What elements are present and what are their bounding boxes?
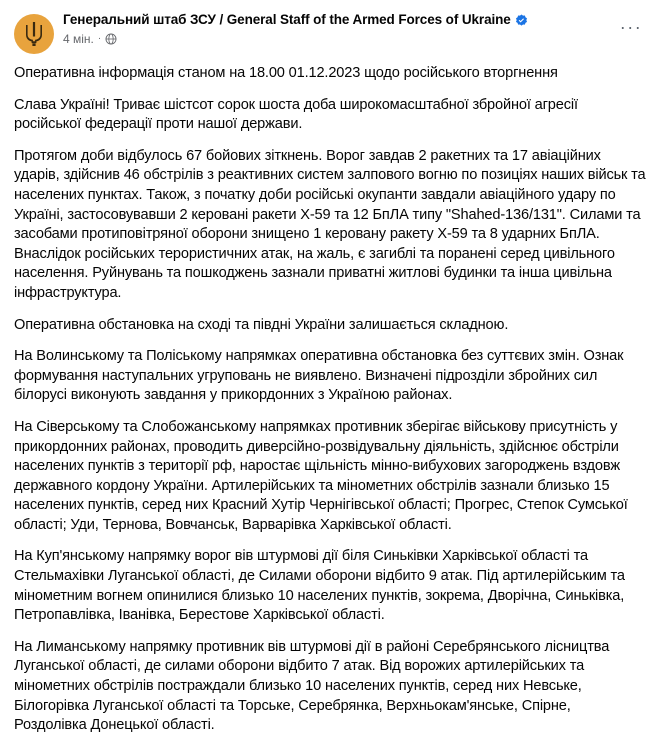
post-paragraph: Протягом доби відбулось 67 бойових зіткнень. Ворог завдав 2 ракетних та 17 авіаційних ударів, здійснив 46 обстрілів з реактивних систем залпового вогню по позиціях наших військ та населених пунктах. Також, з початку доби російські окупанти завдали авіаційного удару по Україні, застосовувавши 2 керовані ракети Х-59 та 12 БпЛА типу "Shahed-136/131". Силами та засобами протиповітряної оборони знищено 1 керовану ракету Х-59 та 8 ударних БпЛА. Внаслідок російських терористичних атак, на жаль, є загиблі та поранені серед цивільного населення. Руйнувань та пошкоджень зазнали приватні житлові будинки та інша цивільна інфраструктура. bbox=[14, 147, 646, 301]
post-meta bbox=[63, 32, 615, 46]
post-paragraph: Слава Україні! Триває шістсот сорок шоста доба широкомасштабної збройної агресії російської федерації проти нашої держави. bbox=[14, 96, 578, 133]
post-paragraph: На Куп'янському напрямку ворог вів штурмові дії біля Синьківки Харківської області та Стельмахівки Луганської області, де Силами оборони відбито 9 атак. Під артилерійським та мінометним вогнем опинилися близько 10 населених пунктів, зокрема, Дворічна, Синьківка, Петропавлівка, Іванівка, Берестове Харківської області. bbox=[14, 548, 625, 624]
post-header bbox=[14, 12, 647, 54]
post-paragraph: На Волинському та Поліському напрямках оперативна обстановка без суттєвих змін. Ознак формування наступальних угруповань не виявлено. Визначені підрозділи збройних сил білорусі виконують завдання у прикордонних з Україною районах. bbox=[14, 348, 624, 404]
post-options-button[interactable]: ··· bbox=[619, 17, 643, 37]
post-header-text bbox=[54, 12, 615, 46]
meta-separator: · bbox=[97, 33, 102, 44]
post-body bbox=[14, 64, 647, 736]
post-paragraph: Оперативна інформація станом на 18.00 01.12.2023 щодо російського вторгнення bbox=[14, 65, 558, 81]
post-paragraph: На Сіверському та Слобожанському напрямках противник зберігає військову присутність у прикордонних районах, проводить диверсійно-розвідувальну діяльність, здійснює обстріли населених пунктів з території рф, наростає щільність мінно-вибухових загороджень вздовж державного кордону України. Артилерійських та мінометних обстрілів зазнали близько 15 населених пунктів, серед них Красний Хутір Чернігівської області; Прогрес, Степок Сумської області; Уди, Тернова, Вовчанськ, Варварівка Харківської області. bbox=[14, 418, 628, 533]
verified-badge-icon bbox=[515, 14, 528, 27]
post-paragraph: На Лиманському напрямку противник вів штурмові дії в районі Серебрянського лісництва Луганської області, де силами оборони відбито 7 атак. Від ворожих артилерійських та мінометних обстрілів постраждали близько 10 населених пунктів, серед них Невське, Білогорівка Луганської області та Торське, Серебрянка, Верхньокам'янське, Спірне, Роздолівка Донецької області. bbox=[14, 638, 610, 734]
page-name-row bbox=[63, 12, 615, 28]
post-timestamp[interactable]: 4 мін. bbox=[63, 32, 94, 46]
globe-icon[interactable] bbox=[105, 33, 117, 45]
page-name[interactable]: Генеральний штаб ЗСУ / General Staff of the Armed Forces of Ukraine bbox=[63, 12, 511, 27]
trident-emblem-icon bbox=[14, 14, 54, 54]
post-paragraph: Оперативна обстановка на сході та півдні України залишається складною. bbox=[14, 316, 509, 333]
avatar[interactable] bbox=[14, 14, 54, 54]
